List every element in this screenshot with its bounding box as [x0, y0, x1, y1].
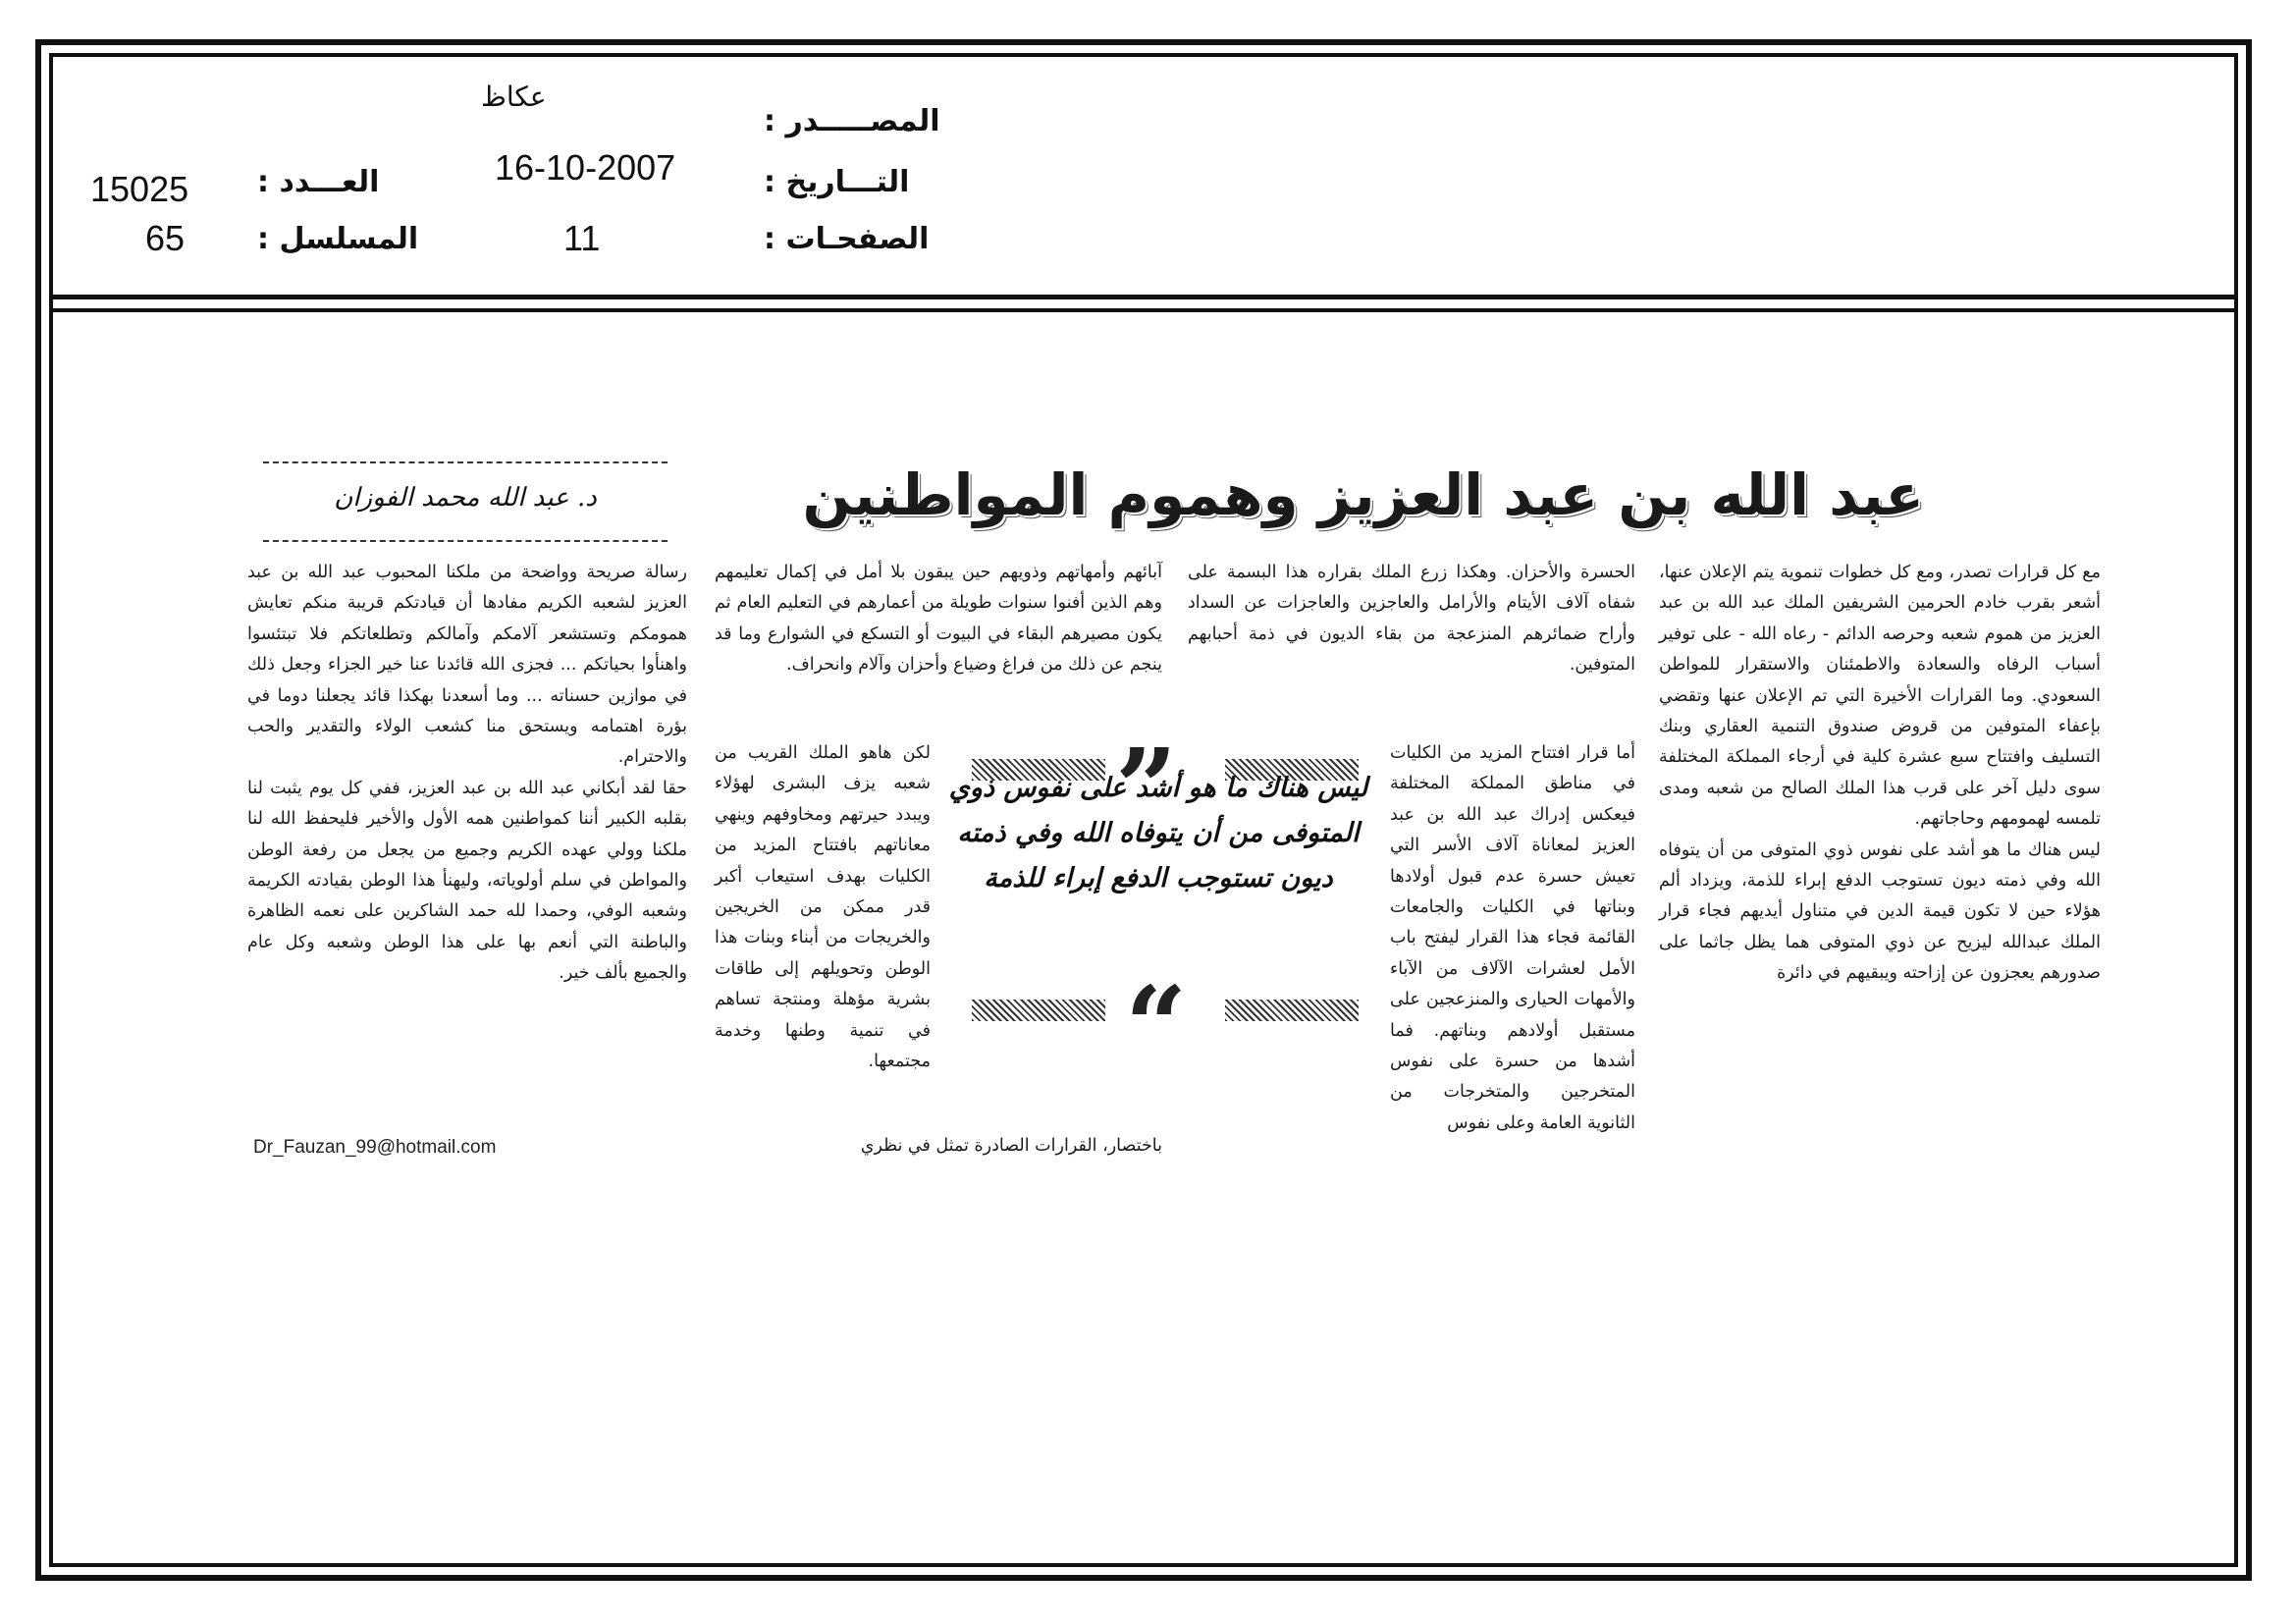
article-paragraph: لكن هاهو الملك القريب من شعبه يزف البشرى لهؤلاء ويبدد حيرتهم ومخاوفهم وينهي معاناتهم بافتتاح المزيد من الكليات بهدف استيعاب أكبر قدر ممكن من الخريجين والخريجات من أبناء وبنات هذا الوطن وتحويلهم إلى طاقات بشرية مؤهلة ومنتجة تساهم في تنمية وطنها وخدمة مجتمعها.	[715, 743, 931, 1072]
issue-label: العـــدد :	[257, 165, 380, 199]
article-headline: عبد الله بن عبد العزيز وهموم المواطنين	[802, 461, 1924, 528]
article-column-4	[247, 558, 687, 1127]
article-paragraph: حقا لقد أبكاني عبد الله بن عبد العزيز، ففي كل يوم يثبت لنا بقلبه الكبير أننا كمواطنين همه الأول والأخير فليحفظ الله لنا ملكنا وولي عهده الكريم وجميع من يجعل من رفعة الوطن والمواطن في سلم أولوياته، وليهنأ هذا الوطن بقيادته الكريمة وشعبه الوفي، وحمدا لله حمد الشاكرين على نعمه الظاهرة والباطنة التي أنعم بها على هذا الوطن وشعبه وكل عام والجميع بألف خير.	[247, 778, 687, 984]
article-paragraph: باختصار، القرارات الصادرة تمثل في نظري	[860, 1136, 1162, 1156]
header-divider	[49, 295, 2238, 299]
serial-value: 65	[145, 218, 186, 258]
pages-value: 11	[563, 218, 601, 258]
article-column-1	[1659, 558, 2101, 1166]
article-author: د. عبد الله محمد الفوزان	[334, 483, 597, 513]
article-paragraph: آبائهم وأمهاتهم وذويهم حين يبقون بلا أمل في إكمال تعليمهم وهم الذين أفنوا سنوات طويلة من أعمارهم في التعليم العام ثم يكون مصيرهم البقاء في البيوت أو التسكع في الشوارع وما قد ينجم عن ذلك من فراغ وضياع وأحزان وآلام وانحراف.	[715, 563, 1162, 676]
article-paragraph: أما قرار افتتاح المزيد من الكليات في مناطق المملكة المختلفة فيعكس إدراك عبد الله بن عبد العزيز لمعاناة آلاف الأسر التي تعيش حسرة عدم قبول أولادها وبناتها في الكليات والجامعات القائمة فجاء هذا القرار ليفتح باب الأمل لعشرات الآلاف من الآباء والأمهات الحيارى والمنزعجين على مستقبل أولادهم وبناتهم. فما أشدها من حسرة على نفوس المتخرجين والمتخرجات من الثانوية العامة وعلى نفوس	[1390, 743, 1635, 1133]
article-paragraph: ليس هناك ما هو أشد على نفوس ذوي المتوفى من أن يتوفاه الله وفي ذمته ديون تستوجب الدفع إبراء للذمة، ويزداد ألم هؤلاء حين لا تكون قيمة الدين في متناول أيديهم فجاء قرار الملك عبدالله ليزيح عن ذوي المتوفى هما يظل جاثما على صدورهم يعجزون عن إزاحته ويبقيهم في دائرة	[1659, 839, 2101, 984]
close-quote-icon: “	[1125, 962, 1188, 1089]
pages-label: الصفحـات :	[764, 222, 930, 256]
article-paragraph: مع كل قرارات تصدر، ومع كل خطوات تنموية يتم الإعلان عنها، أشعر بقرب خادم الحرمين الشريفين الملك عبد الله بن عبد العزيز من هموم شعبه وحرصه الدائم - رعاه الله - على توفير أسباب الرفاه والسعادة والاطمئنان والاستقرار للمواطن السعودي. وما القرارات الأخيرة التي تم الإعلان عنها وتقضي بإعفاء المتوفين من قروض صندوق التنمية العقاري وبنك التسليف وافتتاح سبع عشرة كلية في أرجاء المملكة المختلفة سوى دليل آخر على قرب هذا الملك الصالح من شعبه ومدى تلمسه لهمومهم وحاجاتهم.	[1659, 563, 2101, 830]
author-rule-bottom	[263, 540, 667, 542]
header-divider-secondary	[49, 308, 2238, 312]
article-column-3-middle	[715, 738, 931, 1072]
article-paragraph: رسالة صريحة وواضحة من ملكنا المحبوب عبد الله بن عبد العزيز لشعبه الكريم مفادها أن قيادتكم قريبة منكم تعايش همومكم وتستشعر آلامكم وآمالكم وتطلعاتكم فلا تبتئسوا واهنأوا بحياتكم ... فجزى الله قائدنا عنا خير الجزاء وجعل ذلك في موازين حسناته ... وما أسعدنا بهكذا قائد يجعلنا دوما في بؤرة اهتمامه ويستحق منا كشعب الولاء والتقدير والحب والاحترام.	[247, 563, 687, 768]
issue-value: 15025	[90, 169, 189, 209]
article-paragraph: الحسرة والأحزان. وهكذا زرع الملك بقراره هذا البسمة على شفاه آلاف الأيتام والأرامل والعاجزين والعاجزات عن السداد وأراح ضمائرهم المنزعجة من بقاء الديون في ذمة أحبابهم المتوفين.	[1188, 563, 1635, 676]
serial-label: المسلسل :	[257, 222, 419, 256]
quote-hatch-ornament	[972, 1000, 1105, 1021]
article-column-2-bottom	[1390, 738, 1635, 1166]
article-column-2-top	[1188, 558, 1635, 738]
article-column-3-top	[715, 558, 1162, 738]
source-value: عكاظ	[481, 81, 547, 113]
quote-hatch-ornament	[1225, 1000, 1359, 1021]
pull-quote: ليس هناك ما هو أشد على نفوس ذوي المتوفى من أن يتوفاه الله وفي ذمته ديون تستوجب الدفع إبراء للذمة	[948, 773, 1368, 893]
source-label: المصـــــدر :	[764, 104, 940, 138]
article-column-3-bottom	[715, 1131, 1162, 1166]
date-value: 16-10-2007	[495, 147, 676, 188]
open-quote-icon: ”	[1115, 725, 1178, 851]
date-label: التـــاريخ :	[764, 165, 910, 199]
author-email: Dr_Fauzan_99@hotmail.com	[253, 1137, 497, 1158]
author-rule-top	[263, 461, 667, 463]
